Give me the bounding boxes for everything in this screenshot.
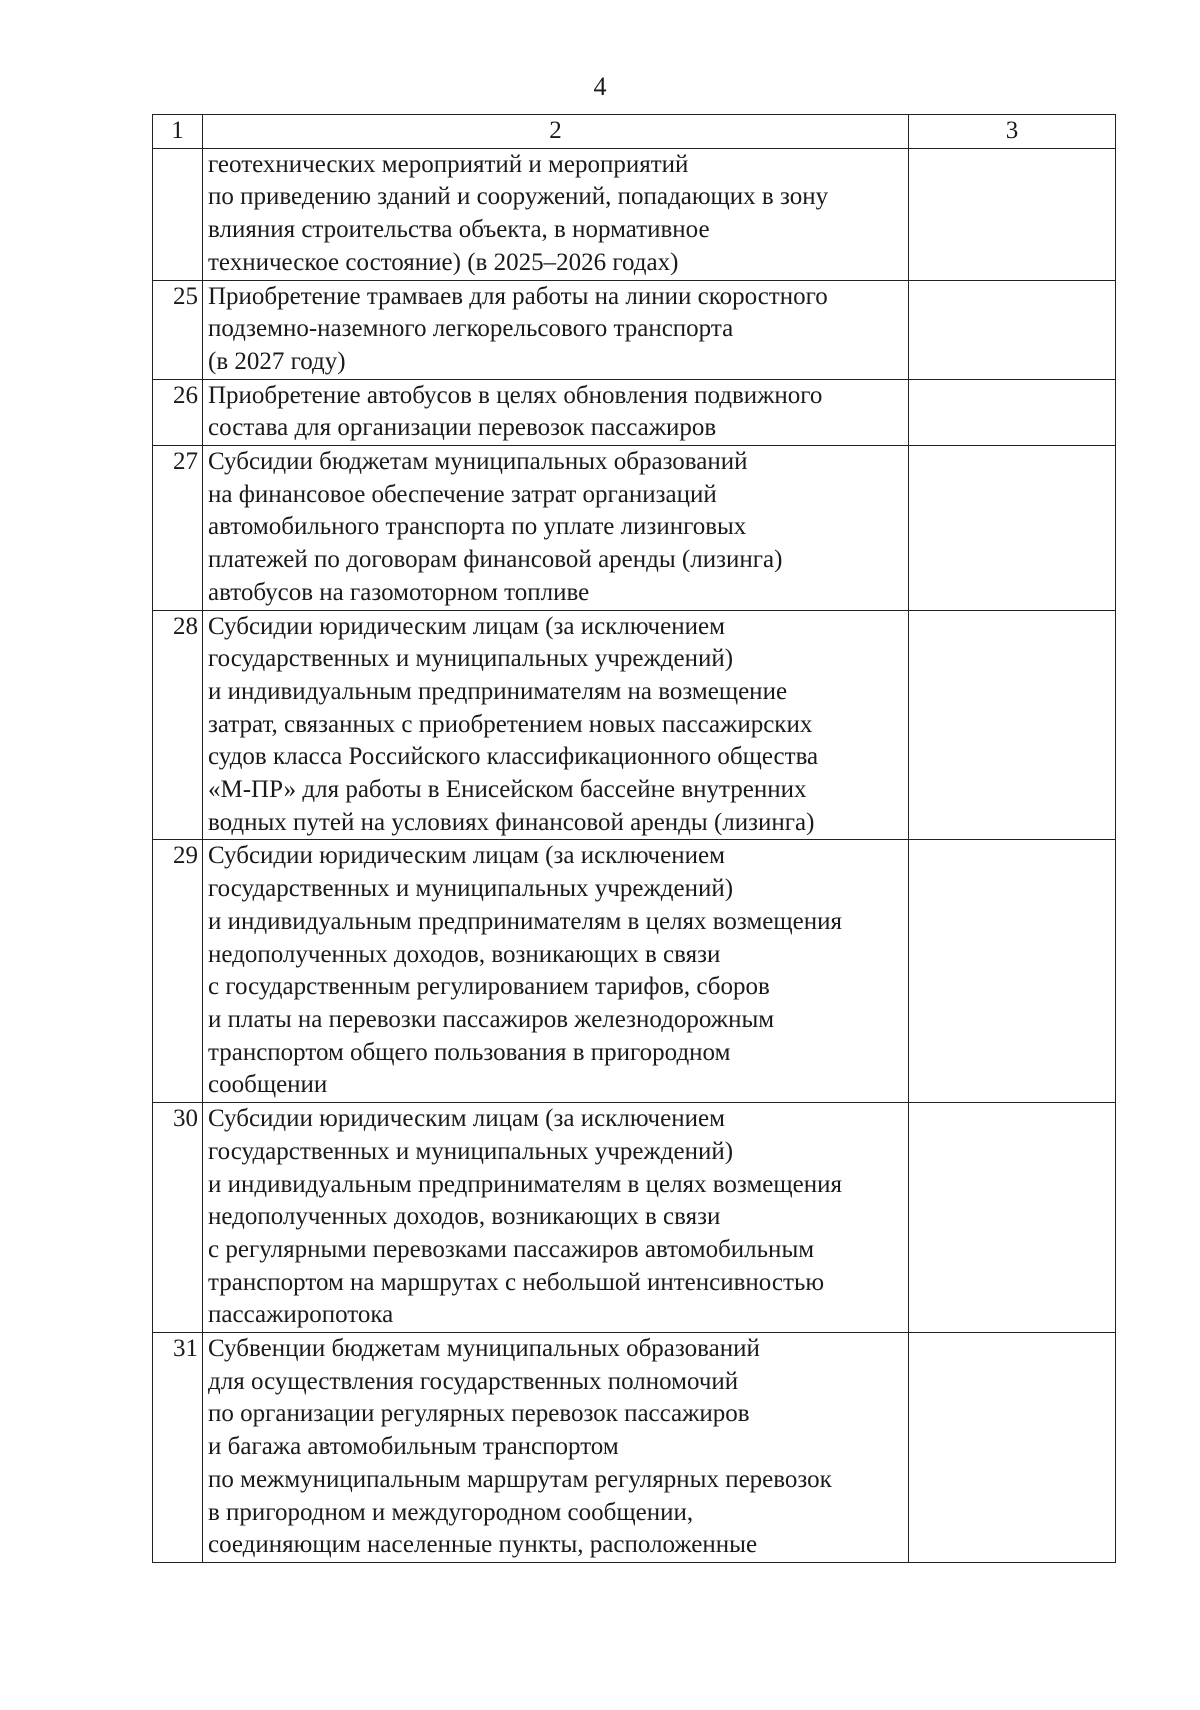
description-line: геотехнических мероприятий и мероприятий	[208, 150, 689, 178]
description-line: сообщении	[208, 1071, 328, 1099]
header-col-2: 2	[203, 115, 909, 149]
row-col3-cell	[909, 148, 1116, 280]
table-row	[153, 1333, 1116, 1563]
table-row	[153, 446, 1116, 611]
table-row	[153, 840, 1116, 1103]
row-description-cell	[203, 446, 909, 611]
row-number-cell	[153, 148, 203, 280]
page-number: 4	[593, 72, 607, 101]
row-col3-cell	[909, 610, 1116, 840]
table-header-row	[153, 115, 1116, 149]
row-col3-cell	[909, 280, 1116, 379]
row-col3-cell	[909, 1333, 1116, 1563]
table-body	[153, 115, 1116, 1563]
description-line: государственных и муниципальных учреждений)	[208, 875, 734, 903]
description-line: платежей по договорам финансовой аренды (лизинга)	[208, 546, 783, 574]
description-line: в пригородном и междугородном сообщении,	[208, 1498, 694, 1526]
description-line: Субсидии бюджетам муниципальных образований	[208, 448, 748, 476]
row-col3-cell	[909, 379, 1116, 445]
table-row	[153, 148, 1116, 280]
description-line: по межмуниципальным маршрутам регулярных перевозок	[208, 1465, 832, 1493]
description-line: Субвенции бюджетам муниципальных образований	[208, 1335, 760, 1363]
description-line: недополученных доходов, возникающих в связи	[208, 940, 721, 968]
description-line: на финансовое обеспечение затрат организаций	[208, 480, 717, 508]
description-line: и индивидуальным предпринимателям в целях возмещения	[208, 1170, 842, 1198]
table-row	[153, 610, 1116, 840]
description-line: автобусов на газомоторном топливе	[208, 578, 590, 606]
description-line: и багажа автомобильным транспортом	[208, 1433, 619, 1461]
row-description-cell	[203, 148, 909, 280]
description-line: соединяющим населенные пункты, расположенные	[208, 1531, 758, 1559]
description-line: Приобретение трамваев для работы на линии скоростного	[208, 282, 828, 310]
description-line: государственных и муниципальных учреждений)	[208, 645, 734, 673]
description-line: водных путей на условиях финансовой аренды (лизинга)	[208, 808, 815, 836]
table-row	[153, 280, 1116, 379]
row-description-cell	[203, 1333, 909, 1563]
description-line: затрат, связанных с приобретением новых пассажирских	[208, 710, 813, 738]
description-line: Приобретение автобусов в целях обновления подвижного	[208, 381, 823, 409]
description-line: государственных и муниципальных учреждений)	[208, 1137, 734, 1165]
description-line: «М-ПР» для работы в Енисейском бассейне внутренних	[208, 776, 807, 804]
row-number-cell: 28	[153, 610, 203, 840]
description-line: по приведению зданий и сооружений, попадающих в зону	[208, 183, 829, 211]
description-line: (в 2027 году)	[208, 347, 346, 375]
row-number-cell: 25	[153, 280, 203, 379]
row-number-cell: 26	[153, 379, 203, 445]
description-line: пассажиропотока	[208, 1301, 394, 1329]
table-row	[153, 1103, 1116, 1333]
description-line: состава для организации перевозок пассажиров	[208, 414, 717, 442]
row-number-cell: 30	[153, 1103, 203, 1333]
row-col3-cell	[909, 840, 1116, 1103]
description-line: транспортом на маршрутах с небольшой интенсивностью	[208, 1268, 825, 1296]
description-line: транспортом общего пользования в пригородном	[208, 1038, 731, 1066]
description-line: по организации регулярных перевозок пассажиров	[208, 1400, 750, 1428]
row-col3-cell	[909, 446, 1116, 611]
description-line: и платы на перевозки пассажиров железнодорожным	[208, 1005, 775, 1033]
description-line: с государственным регулированием тарифов, сборов	[208, 973, 770, 1001]
description-line: недополученных доходов, возникающих в связи	[208, 1203, 721, 1231]
description-line: автомобильного транспорта по уплате лизинговых	[208, 513, 747, 541]
description-line: с регулярными перевозками пассажиров автомобильным	[208, 1235, 815, 1263]
description-line: судов класса Российского классификационного общества	[208, 743, 819, 771]
header-col-3: 3	[909, 115, 1116, 149]
description-line: техническое состояние) (в 2025–2026 годах)	[208, 248, 679, 276]
row-description-cell	[203, 280, 909, 379]
description-line: Субсидии юридическим лицам (за исключением	[208, 842, 725, 870]
row-number-cell: 27	[153, 446, 203, 611]
description-line: и индивидуальным предпринимателям на возмещение	[208, 677, 788, 705]
table-row	[153, 379, 1116, 445]
description-line: Субсидии юридическим лицам (за исключением	[208, 612, 725, 640]
measures-table	[152, 114, 1116, 1563]
description-line: Субсидии юридическим лицам (за исключением	[208, 1105, 725, 1133]
header-col-1: 1	[153, 115, 203, 149]
row-number-cell: 31	[153, 1333, 203, 1563]
description-line: и индивидуальным предпринимателям в целях возмещения	[208, 907, 842, 935]
description-line: влияния строительства объекта, в нормативное	[208, 216, 710, 244]
row-description-cell	[203, 1103, 909, 1333]
row-description-cell	[203, 610, 909, 840]
description-line: для осуществления государственных полномочий	[208, 1367, 739, 1395]
row-number-cell: 29	[153, 840, 203, 1103]
description-line: подземно-наземного легкорельсового транспорта	[208, 315, 734, 343]
row-col3-cell	[909, 1103, 1116, 1333]
row-description-cell	[203, 379, 909, 445]
row-description-cell	[203, 840, 909, 1103]
